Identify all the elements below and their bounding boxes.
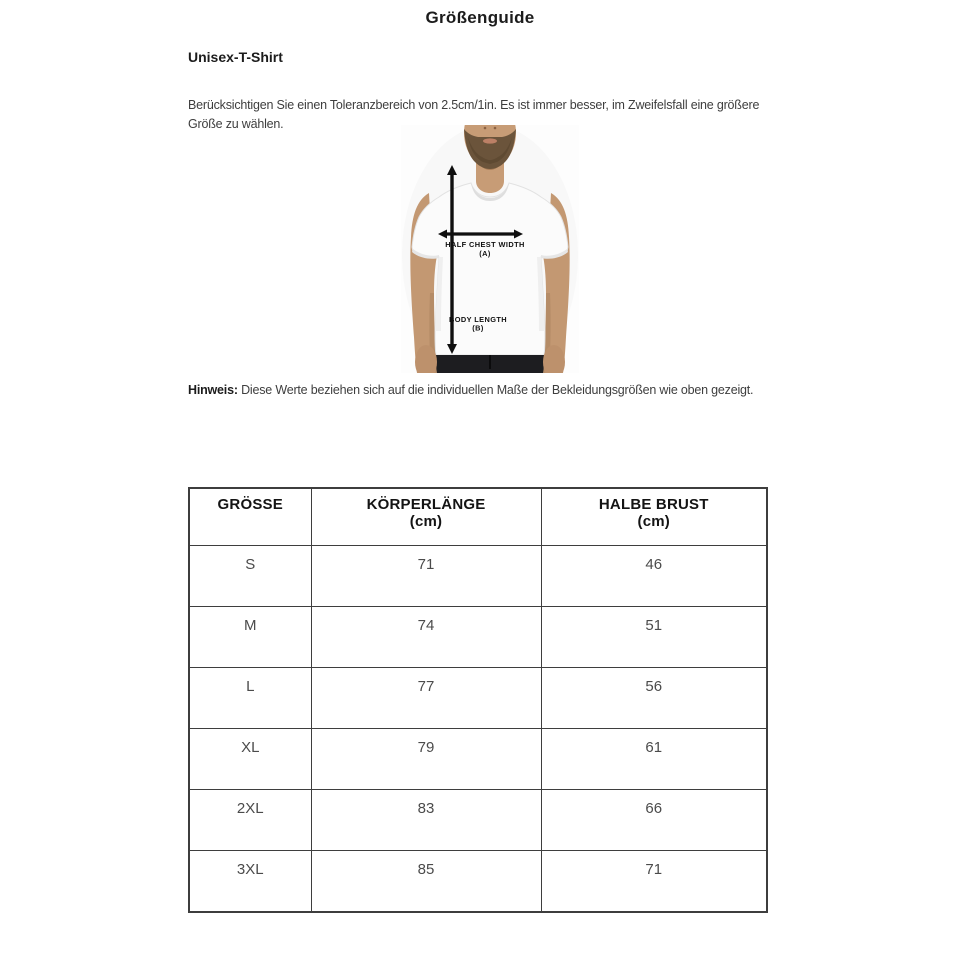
- cell-body-length: 71: [311, 546, 541, 607]
- table-row: [189, 546, 767, 607]
- cell-size: 3XL: [189, 851, 311, 913]
- unit-label: (cm): [637, 513, 670, 530]
- cell-size: M: [189, 607, 311, 668]
- table-row: [189, 790, 767, 851]
- cell-size: XL: [189, 729, 311, 790]
- cell-body-length: 79: [311, 729, 541, 790]
- cell-body-length: 83: [311, 790, 541, 851]
- half-chest-code: (A): [479, 249, 491, 258]
- col-header-size: GRÖSSE: [189, 488, 311, 546]
- cell-half-chest: 46: [541, 546, 767, 607]
- unit-label: (cm): [409, 513, 443, 530]
- table-row: [189, 851, 767, 913]
- note-text: [188, 383, 828, 397]
- col-header-half-chest: HALBE BRUST (cm): [541, 488, 767, 546]
- body-length-label: BODY LENGTH: [448, 315, 508, 324]
- cell-body-length: 85: [311, 851, 541, 913]
- body-length-code: (B): [472, 323, 484, 333]
- page-title: Größenguide: [425, 8, 535, 27]
- table-row: [189, 668, 767, 729]
- cell-size: S: [189, 546, 311, 607]
- cell-size: L: [189, 668, 311, 729]
- note-body: Diese Werte beziehen sich auf die individuellen Maße der Bekleidungsgrößen wie oben gezeigt.: [237, 383, 754, 397]
- cell-body-length: 74: [311, 607, 541, 668]
- model-photo: [401, 125, 579, 373]
- size-table: [188, 487, 768, 913]
- col-header-body-length: KÖRPERLÄNGE (cm): [311, 488, 541, 546]
- cell-half-chest: 71: [541, 851, 767, 913]
- intro-text: Berücksichtigen Sie einen Toleranzbereich von 2.5cm/1in. Es ist immer besser, im Zweifelsfall eine größere Größe zu wählen.: [188, 98, 760, 131]
- cell-half-chest: 51: [541, 607, 767, 668]
- product-name: Unisex-T-Shirt: [188, 49, 283, 65]
- cell-body-length: 77: [311, 668, 541, 729]
- cell-size: 2XL: [189, 790, 311, 851]
- cell-half-chest: 56: [541, 668, 767, 729]
- measurement-diagram: [401, 125, 579, 373]
- cell-half-chest: 61: [541, 729, 767, 790]
- half-chest-label: HALF CHEST WIDTH: [445, 240, 525, 249]
- table-header-row: [189, 488, 767, 546]
- cell-half-chest: 66: [541, 790, 767, 851]
- note-label: Hinweis:: [188, 383, 238, 397]
- table-row: [189, 607, 767, 668]
- table-row: [189, 729, 767, 790]
